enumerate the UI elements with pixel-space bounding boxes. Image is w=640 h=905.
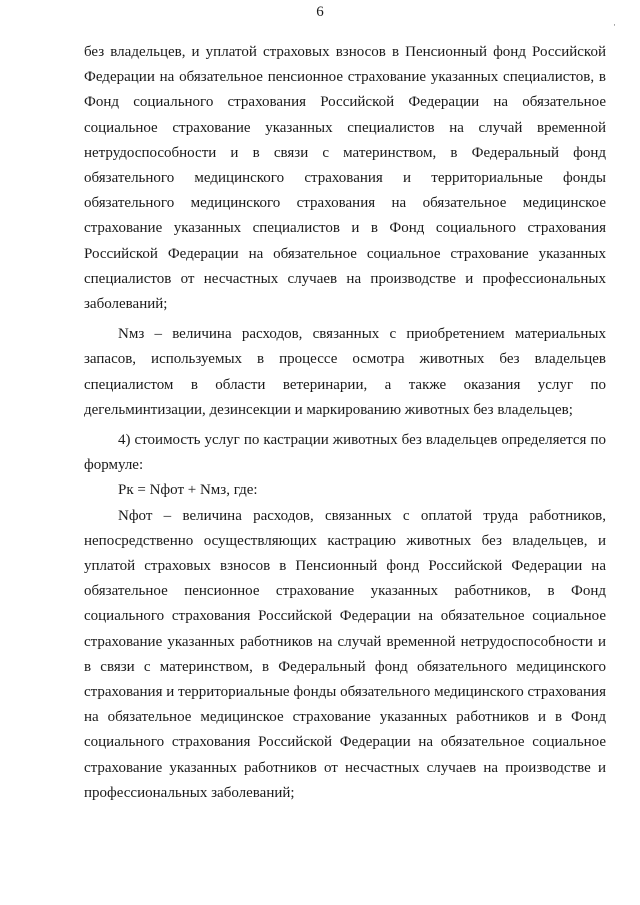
body-text xyxy=(84,40,606,806)
formula: Рк = Nфот + Nмз, где: xyxy=(118,482,258,499)
corner-mark: · xyxy=(613,20,616,30)
paragraph-labor-costs: Nфот – величина расходов, связанных с оплатой труда работников, непосредственно осуществляющих кастрацию животных без владельцев, и уплатой страховых взносов в Пенсионный фонд Российской Федерации на обязательное пенсионное страхование указанных работников, в Фонд социального страхования Российской Федерации на обязательное социальное страхование указанных работников на случай временной нетрудоспособности и в связи с материнством, в Федеральный фонд обязательного медицинского страхования и территориальные фонды обязательного медицинского страхования на обязательное медицинское страхование указанных работников и в Фонд социального страхования Российской Федерации на обязательное социальное страхование указанных работников от несчастных случаев на производстве и профессиональных заболеваний; xyxy=(84,507,606,801)
page-number: 6 xyxy=(316,4,324,20)
paragraph-staff-costs-continued: без владельцев, и уплатой страховых взносов в Пенсионный фонд Российской Федерации на обязательное пенсионное страхование указанных специалистов, в Фонд социального страхования Российской Федерации на обязательное социальное страхование указанных специалистов на случай временной нетрудоспособности и в связи с материнством, в Федеральный фонд обязательного медицинского страхования и территориальные фонды обязательного медицинского страхования на обязательное медицинское страхование указанных специалистов и в Фонд социального страхования Российской Федерации на обязательное социальное страхование указанных специалистов от несчастных случаев на производстве и профессиональных заболеваний; xyxy=(84,44,606,313)
paragraph-material-costs: Nмз – величина расходов, связанных с приобретением материальных запасов, используемых в процессе осмотра животных без владельцев специалистом в области ветеринарии, а также оказания услуг по дегельминтизации, дезинсекции и маркированию животных без владельцев; xyxy=(84,326,606,418)
paragraph-castration-cost-intro: 4) стоимость услуг по кастрации животных без владельцев определяется по формуле: xyxy=(84,432,606,474)
